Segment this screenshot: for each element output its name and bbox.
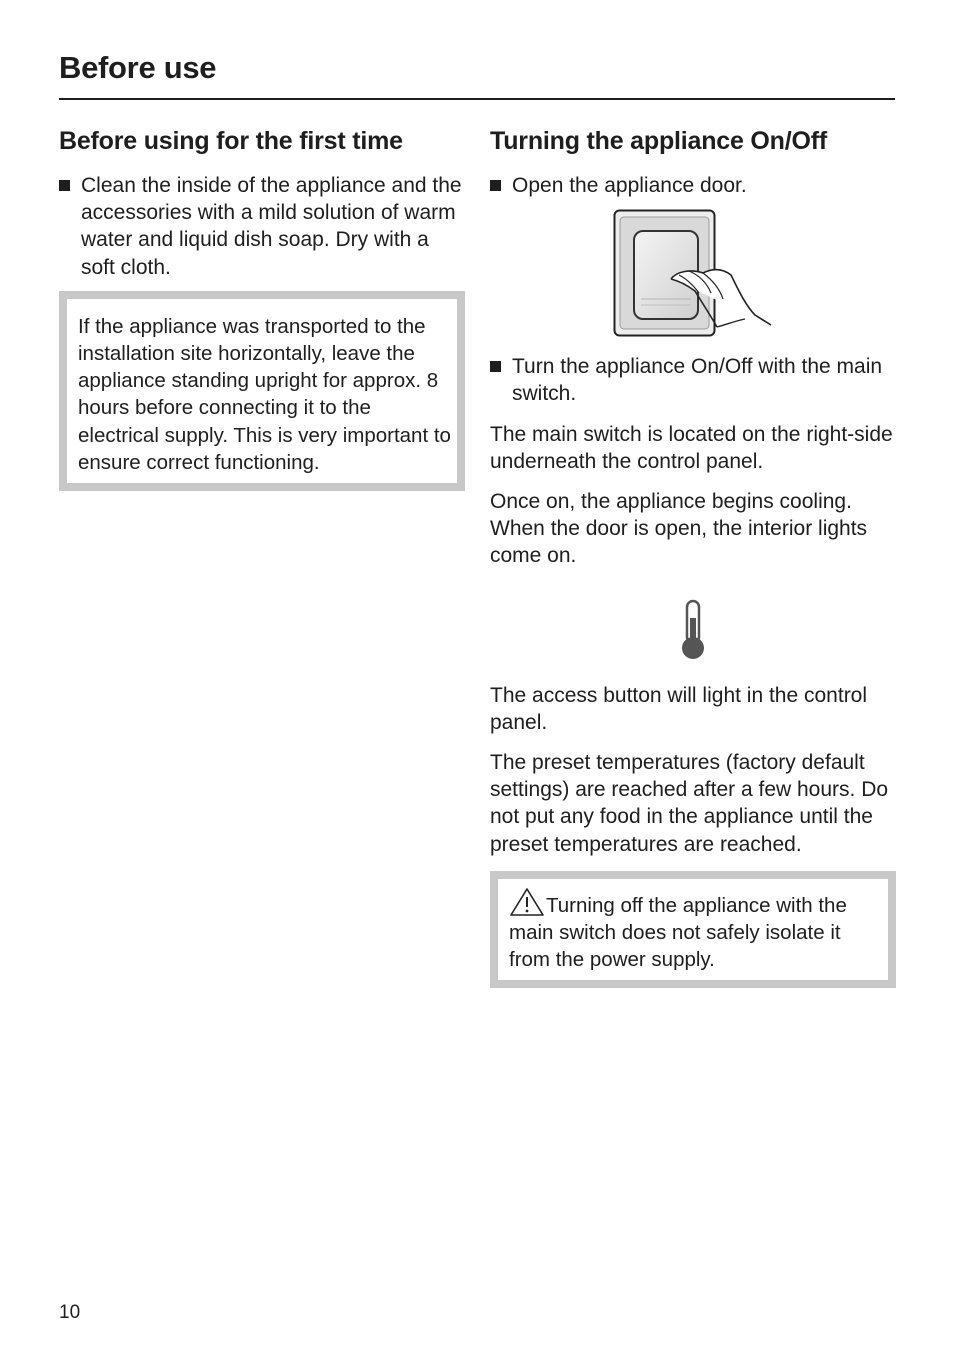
page-number: 10 bbox=[59, 1302, 81, 1323]
title-divider bbox=[59, 98, 895, 100]
warning-note-box bbox=[490, 871, 896, 989]
bullet-square-icon bbox=[490, 361, 501, 372]
section-heading-on-off: Turning the appliance On/Off bbox=[490, 127, 827, 155]
warning-triangle-icon bbox=[509, 887, 545, 917]
thermometer-icon bbox=[678, 598, 708, 662]
cooling-text: Once on, the appliance begins cooling. When the door is open, the interior lights come on. bbox=[490, 490, 868, 568]
main-switch-location-text: The main switch is located on the right-side underneath the control panel. bbox=[490, 422, 893, 473]
warning-note-text: Turning off the appliance with the main switch does not safely isolate it from the power supply. bbox=[509, 893, 847, 972]
section-heading-first-use: Before using for the first time bbox=[59, 127, 403, 155]
hand-pressing-switch-icon bbox=[613, 209, 773, 339]
bullet-open-door-text: Open the appliance door. bbox=[512, 174, 747, 197]
bullet-clean-text: Clean the inside of the appliance and the accessories with a mild solution of warm water and liquid dish soap. Dry with a soft cloth. bbox=[81, 174, 462, 279]
transport-note-text: If the appliance was transported to the installation site horizontally, leave the appliance standing upright for approx. 8 hours before connecting it to the electrical supply. This is very important to ensure correct functioning. bbox=[78, 314, 451, 474]
transport-note-box bbox=[59, 291, 465, 491]
bullet-square-icon bbox=[59, 180, 70, 191]
bullet-open-door bbox=[490, 172, 896, 199]
bullet-square-icon bbox=[490, 180, 501, 191]
preset-temperatures-text: The preset temperatures (factory default settings) are reached after a few hours. Do not put any food in the appliance until the preset temperatures are reached. bbox=[490, 751, 889, 856]
page-title: Before use bbox=[59, 50, 217, 85]
right-column bbox=[490, 124, 896, 988]
bullet-turn-on-off-text: Turn the appliance On/Off with the main switch. bbox=[512, 355, 883, 406]
left-column bbox=[59, 124, 465, 491]
bullet-turn-on-off bbox=[490, 353, 896, 407]
access-button-text: The access button will light in the control panel. bbox=[490, 683, 868, 734]
bullet-clean-inside bbox=[59, 172, 465, 281]
